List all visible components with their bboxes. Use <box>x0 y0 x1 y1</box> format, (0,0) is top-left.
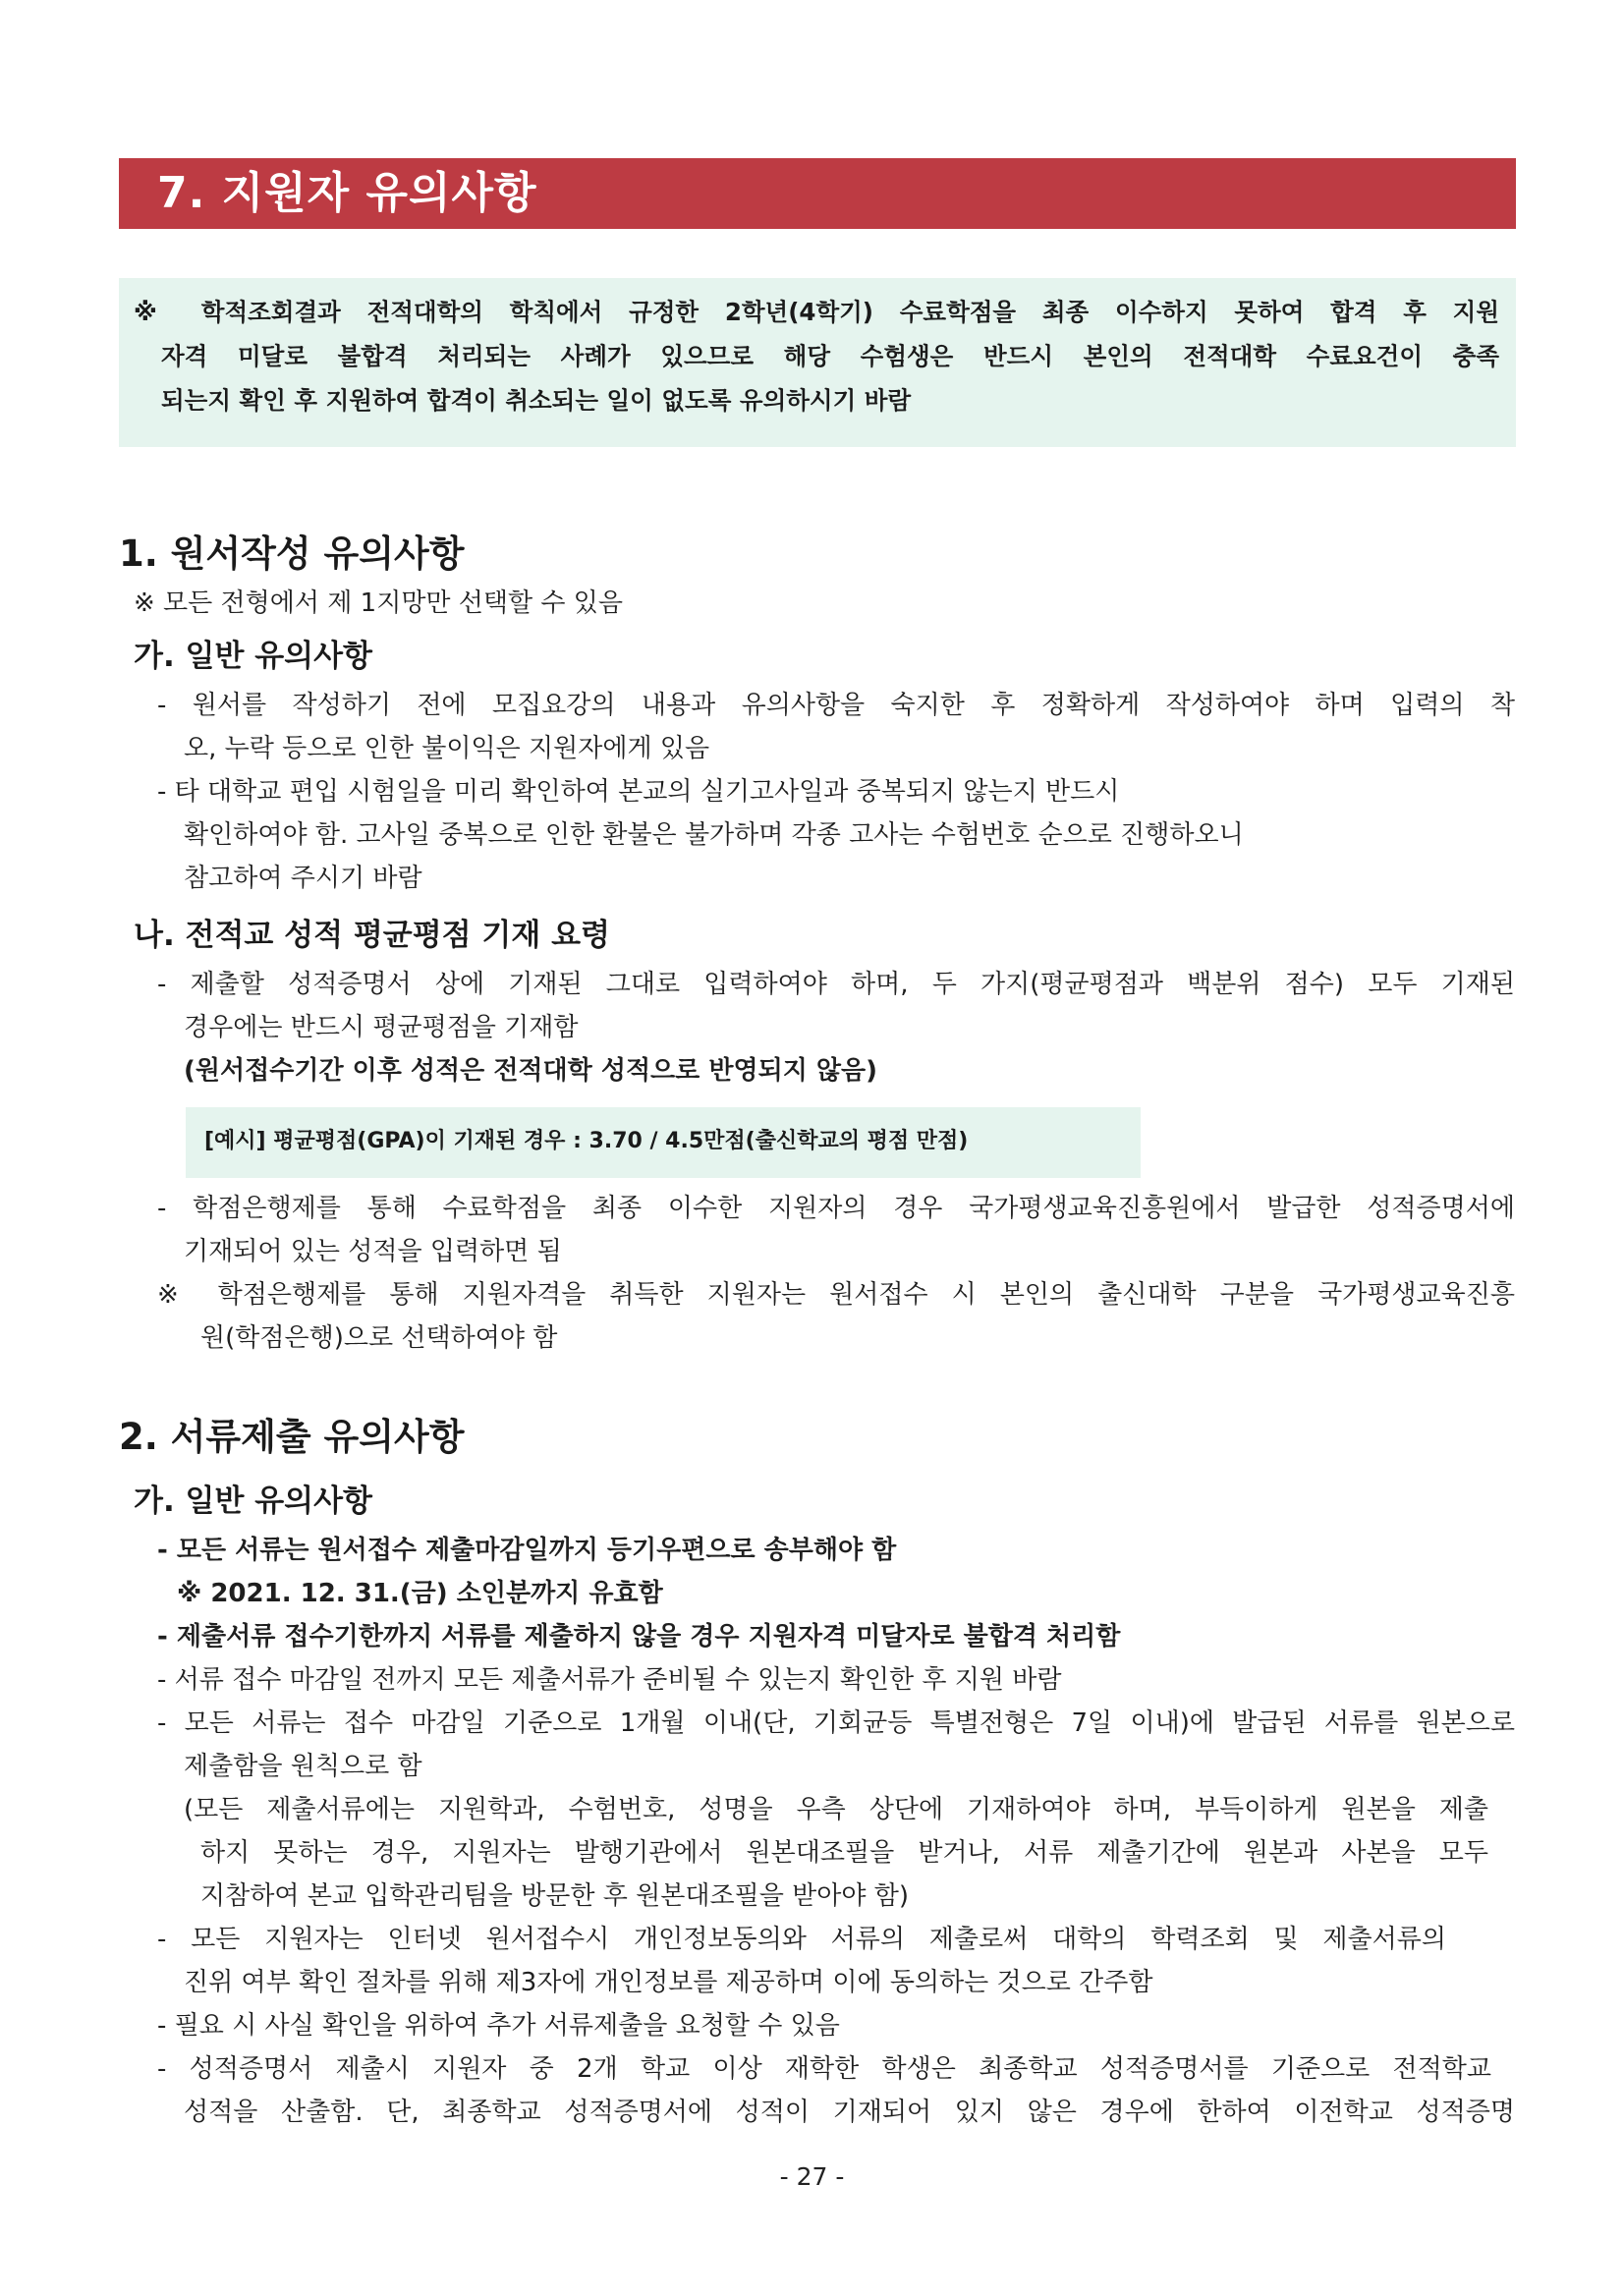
body-line: 지참하여 본교 입학관리팀을 방문한 후 원본대조필을 받아야 함) <box>200 1881 910 1911</box>
page-number: - 27 - <box>779 2162 845 2191</box>
body-line: 경우에는 반드시 평균평점을 기재함 <box>184 1013 579 1042</box>
body-line: 진위 여부 확인 절차를 위해 제3자에 개인정보를 제공하며 이에 동의하는 것으로 간주함 <box>184 1968 1153 1997</box>
body-line: - 필요 시 사실 확인을 위하여 추가 서류제출을 요청할 수 있음 <box>157 2011 840 2041</box>
body-line: 확인하여야 함. 고사일 중복으로 인한 환불은 불가하며 각종 고사는 수험번호 순으로 진행하오니 <box>184 820 1244 850</box>
section-title: 1. 원서작성 유의사항 <box>119 532 465 575</box>
body-line: ※ 2021. 12. 31.(금) 소인분까지 유효함 <box>177 1579 663 1608</box>
notice-line: 자격 미달로 불합격 처리되는 사례가 있으므로 해당 수험생은 반드시 본인의 전적대학 수료요건이 충족 <box>161 342 1499 370</box>
body-line: - 제출할 성적증명서 상에 기재된 그대로 입력하여야 하며, 두 가지(평균평점과 백분위 점수) 모두 기재된 <box>157 970 1515 999</box>
subsection-title: 가. 일반 유의사항 <box>134 1484 372 1519</box>
body-line: 오, 누락 등으로 인한 불이익은 지원자에게 있음 <box>184 734 710 763</box>
body-line: 제출함을 원칙으로 함 <box>184 1752 422 1781</box>
body-line: - 타 대학교 편입 시험일을 미리 확인하여 본교의 실기고사일과 중복되지 않는지 반드시 <box>157 777 1120 807</box>
example-text: [예시] 평균평점(GPA)이 기재된 경우 : 3.70 / 4.5만점(출신학교의 평점 만점) <box>204 1129 969 1153</box>
body-line: - 서류 접수 마감일 전까지 모든 제출서류가 준비될 수 있는지 확인한 후 지원 바람 <box>157 1665 1062 1695</box>
body-line: - 성적증명서 제출시 지원자 중 2개 학교 이상 재학한 학생은 최종학교 성적증명서를 기준으로 전적학교 <box>157 2054 1491 2084</box>
body-line: ※ 학점은행제를 통해 지원자격을 취득한 지원자는 원서접수 시 본인의 출신대학 구분을 국가평생교육진흥 <box>157 1280 1515 1310</box>
body-line: 성적을 산출함. 단, 최종학교 성적증명서에 성적이 기재되어 있지 않은 경우에 한하여 이전학교 성적증명 <box>184 2098 1515 2127</box>
body-line: - 모든 서류는 접수 마감일 기준으로 1개월 이내(단, 기회균등 특별전형은 7일 이내)에 발급된 서류를 원본으로 <box>157 1708 1515 1738</box>
subsection-title: 나. 전적교 성적 평균평점 기재 요령 <box>134 918 610 953</box>
body-line: - 모든 서류는 원서접수 제출마감일까지 등기우편으로 송부해야 함 <box>157 1536 897 1565</box>
body-line: (모든 제출서류에는 지원학과, 수험번호, 성명을 우측 상단에 기재하여야 하며, 부득이하게 원본을 제출 <box>184 1795 1488 1824</box>
section-title: 2. 서류제출 유의사항 <box>119 1416 465 1458</box>
body-line: - 학점은행제를 통해 수료학점을 최종 이수한 지원자의 경우 국가평생교육진흥원에서 발급한 성적증명서에 <box>157 1194 1515 1223</box>
body-line: 기재되어 있는 성적을 입력하면 됨 <box>184 1237 562 1266</box>
notice-line: ※ 학적조회결과 전적대학의 학칙에서 규정한 2학년(4학기) 수료학점을 최종 이수하지 못하여 합격 후 지원 <box>134 298 1499 326</box>
body-line: - 제출서류 접수기한까지 서류를 제출하지 않을 경우 지원자격 미달자로 불합격 처리함 <box>157 1622 1121 1652</box>
body-line: - 모든 지원자는 인터넷 원서접수시 개인정보동의와 서류의 제출로써 대학의 학력조회 및 제출서류의 <box>157 1925 1446 1954</box>
body-line: - 원서를 작성하기 전에 모집요강의 내용과 유의사항을 숙지한 후 정확하게 작성하여야 하며 입력의 착 <box>157 691 1515 720</box>
body-line: 참고하여 주시기 바람 <box>184 864 422 893</box>
subsection-title: 가. 일반 유의사항 <box>134 639 372 674</box>
body-line: 하지 못하는 경우, 지원자는 발행기관에서 원본대조필을 받거나, 서류 제출기간에 원본과 사본을 모두 <box>200 1838 1488 1868</box>
body-line: 원(학점은행)으로 선택하여야 함 <box>200 1323 558 1353</box>
chapter-title: 7. 지원자 유의사항 <box>157 168 537 218</box>
notice-line: 되는지 확인 후 지원하여 합격이 취소되는 일이 없도록 유의하시기 바람 <box>161 386 912 415</box>
section-note: ※ 모든 전형에서 제 1지망만 선택할 수 있음 <box>134 588 624 618</box>
bold-note: (원서접수기간 이후 성적은 전적대학 성적으로 반영되지 않음) <box>184 1056 877 1086</box>
